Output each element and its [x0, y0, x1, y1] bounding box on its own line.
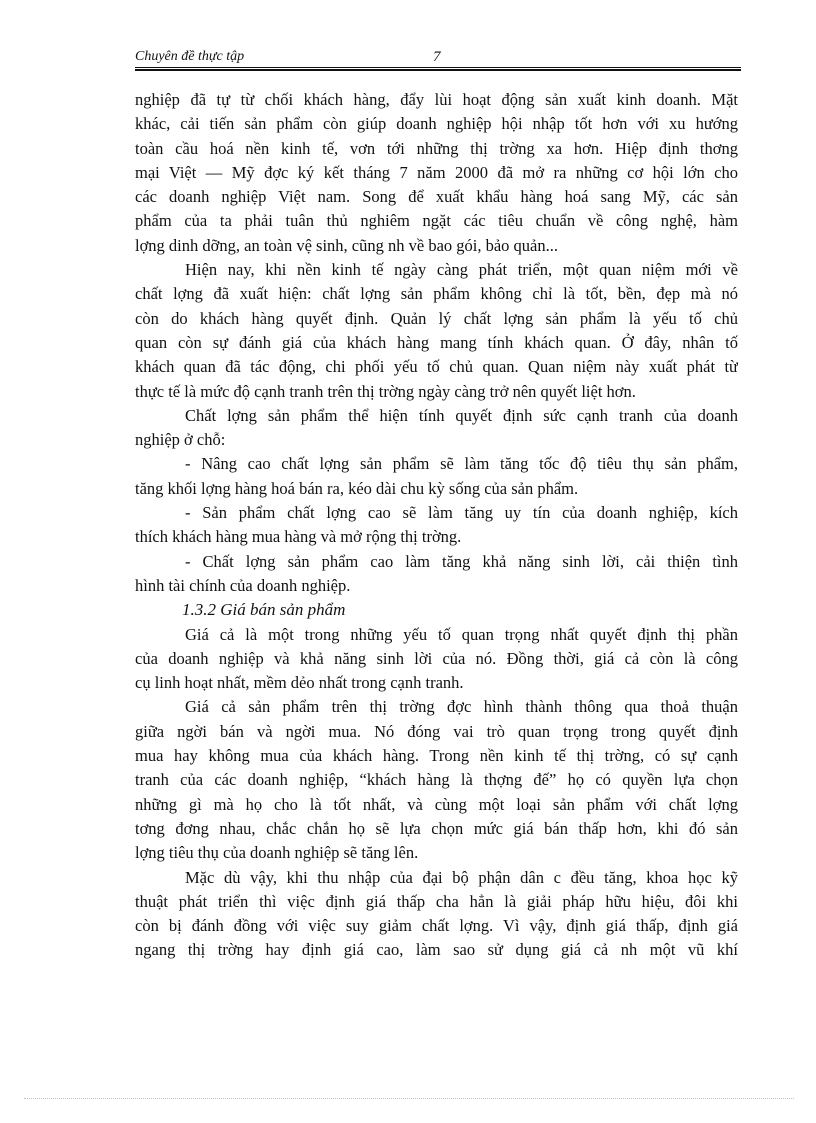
body-line: còn bị đánh đồng với việc suy giảm chất lợng. Vì vậy, định giá thấp, định giá — [135, 916, 738, 936]
header-rule — [135, 67, 741, 71]
body-line: khách quan đã tác động, chi phối yếu tố chủ quan. Quan niệm này xuất phát từ — [135, 357, 738, 377]
page-header — [135, 48, 741, 70]
body-line: cụ linh hoạt nhất, mềm dẻo nhất trong cạnh tranh. — [135, 673, 464, 693]
body-line: mại Việt — Mỹ đợc ký kết tháng 7 năm 2000 đã mở ra những cơ hội lớn cho — [135, 162, 738, 182]
list-item-line: - Chất lợng sản phẩm cao làm tăng khả năng sinh lời, cải thiện tình — [185, 551, 738, 571]
body-line: thực tế là mức độ cạnh tranh trên thị trờng ngày càng trở nên quyết liệt hơn. — [135, 381, 636, 401]
body-line: phẩm của ta phải tuân thủ nghiêm ngặt các tiêu chuẩn về công nghệ, hàm — [135, 211, 738, 231]
body-line: những gì mà họ cho là tốt nhất, và cùng một loại sản phẩm với chất lợng — [135, 794, 738, 814]
header-title: Chuyên đề thực tập — [135, 49, 245, 64]
body-line: hình tài chính của doanh nghiệp. — [135, 575, 351, 595]
body-line: mua hay không mua của khách hàng. Trong nền kinh tế thị trờng, có sự cạnh — [135, 746, 738, 766]
body-line: các doanh nghiệp Việt nam. Song để xuất khẩu hàng hoá sang Mỹ, các sản — [135, 187, 738, 207]
list-item-line: - Sản phẩm chất lợng cao sẽ làm tăng uy tín của doanh nghiệp, kích — [185, 503, 738, 523]
body-line: ngang thị trờng hay định giá cao, làm sao sử dụng giá cả nh một vũ khí — [135, 940, 738, 960]
body-line: chất lợng đã xuất hiện: chất lợng sản phẩm không chỉ là tốt, bền, đẹp mà nó — [135, 284, 738, 304]
body-line: của doanh nghiệp và khả năng sinh lời của nó. Đồng thời, giá cả còn là công — [135, 648, 738, 668]
paragraph-first-line: Chất lợng sản phẩm thể hiện tính quyết định sức cạnh tranh của doanh — [185, 405, 738, 425]
paragraph-first-line: Giá cả sản phẩm trên thị trờng đợc hình thành thông qua thoả thuận — [185, 697, 738, 717]
list-item-line: - Nâng cao chất lợng sản phẩm sẽ làm tăng tốc độ tiêu thụ sản phẩm, — [185, 454, 738, 474]
body-line: thuật phát triển thì việc định giá thấp cha hẳn là giải pháp hữu hiệu, đôi khi — [135, 891, 738, 911]
body-line: toàn cầu hoá nền kinh tế, vơn tới những thị trờng xa hơn. Hiệp định thơng — [135, 138, 738, 158]
body-line: tơng đơng nhau, chắc chắn họ sẽ lựa chọn mức giá bán thấp hơn, khi đó sản — [135, 818, 738, 838]
document-body — [135, 88, 738, 963]
body-line: còn do khách hàng quyết định. Quản lý chất lợng sản phẩm là yếu tố chủ — [135, 308, 738, 328]
paragraph-first-line: Giá cả là một trong những yếu tố quan trọng nhất quyết định thị phần — [185, 624, 738, 644]
body-line: thích khách hàng mua hàng và mở rộng thị trờng. — [135, 527, 462, 547]
page-bottom-divider — [24, 1098, 794, 1099]
section-heading: 1.3.2 Giá bán sản phẩm — [182, 600, 346, 620]
page-number: 7 — [433, 49, 441, 65]
body-line: tranh của các doanh nghiệp, “khách hàng là thợng đế” họ có quyền lựa chọn — [135, 770, 738, 790]
body-line: giữa ngời bán và ngời mua. Nó đóng vai trò quan trọng trong quyết định — [135, 721, 738, 741]
body-line: lợng tiêu thụ của doanh nghiệp sẽ tăng lên. — [135, 843, 419, 863]
body-line: tăng khối lợng hàng hoá bán ra, kéo dài chu kỳ sống của sản phẩm. — [135, 478, 579, 498]
paragraph-first-line: Mặc dù vậy, khi thu nhập của đại bộ phận dân c đều tăng, khoa học kỹ — [185, 867, 738, 887]
body-line: khác, cải tiến sản phẩm còn giúp doanh nghiệp hội nhập tốt hơn với xu hướng — [135, 114, 738, 134]
body-line: nghiệp đã tự từ chối khách hàng, đẩy lùi hoạt động sản xuất kinh doanh. Mặt — [135, 90, 738, 109]
paragraph-first-line: Hiện nay, khi nền kinh tế ngày càng phát triển, một quan niệm mới về — [185, 260, 738, 280]
body-line: quan còn sự đánh giá của khách hàng mang tính khách quan. Ở đây, nhân tố — [135, 332, 738, 352]
body-line: nghiệp ở chỗ: — [135, 430, 226, 450]
body-line: lợng dinh dỡng, an toàn vệ sinh, cũng nh về bao gói, bảo quản... — [135, 235, 559, 255]
